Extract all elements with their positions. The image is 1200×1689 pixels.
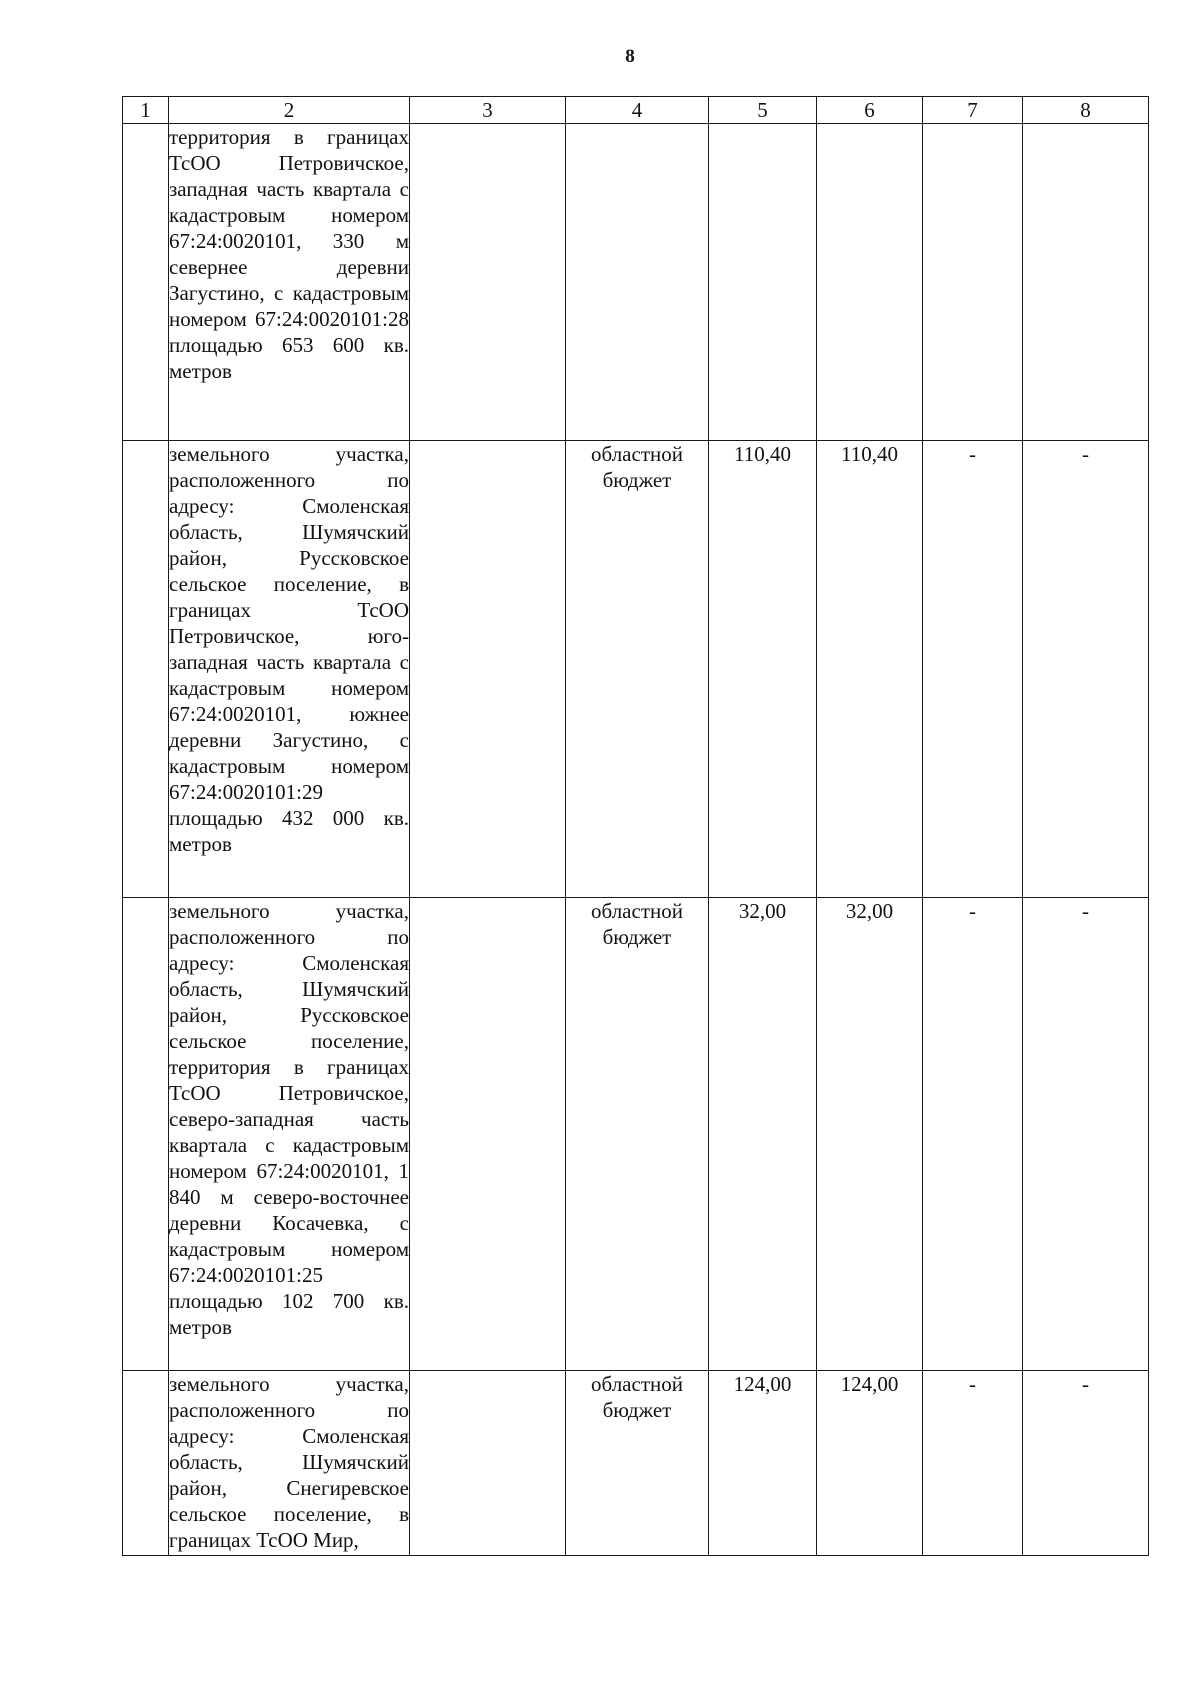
- description-text: земельного участка, расположенного по адресу: Смоленская область, Шумячский район, Снегиревское сельское поселение, в границах ТсОО Мир,: [169, 1372, 409, 1552]
- row-number-cell: [123, 441, 169, 898]
- land-plots-table: [122, 96, 1149, 1556]
- description-cell: [169, 1371, 410, 1556]
- budget-cell: областной бюджет: [566, 898, 709, 1371]
- column-3-cell: [410, 898, 566, 1371]
- amount-cell: 124,00: [817, 1371, 923, 1556]
- description-text: земельного участка, расположенного по адресу: Смоленская область, Шумячский район, Руссковское сельское поселение, территория в границах ТсОО Петровичское, северо-западная часть квартала с кадастровым номером 67:24:0020101, 1 840 м северо-восточнее деревни Косачевка, с кадастровым номером 67:24:0020101:25 площадью 102 700 кв. метров: [169, 899, 409, 1339]
- page-number: 8: [625, 46, 635, 67]
- column-header: 7: [923, 97, 1023, 124]
- amount-cell: -: [923, 1371, 1023, 1556]
- description-cell: [169, 898, 410, 1371]
- column-3-cell: [410, 124, 566, 441]
- budget-cell: [566, 124, 709, 441]
- amount-cell: -: [1023, 1371, 1149, 1556]
- row-number-cell: [123, 1371, 169, 1556]
- amount-cell: 124,00: [709, 1371, 817, 1556]
- column-3-cell: [410, 1371, 566, 1556]
- amount-cell: [709, 124, 817, 441]
- table-header-row: [123, 97, 1149, 124]
- column-header: 2: [169, 97, 410, 124]
- amount-cell: [923, 124, 1023, 441]
- amount-cell: 110,40: [817, 441, 923, 898]
- table-row: [123, 124, 1149, 441]
- description-cell: [169, 124, 410, 441]
- row-number-cell: [123, 124, 169, 441]
- amount-cell: [817, 124, 923, 441]
- table-row: [123, 441, 1149, 898]
- budget-cell: областной бюджет: [566, 1371, 709, 1556]
- description-cell: [169, 441, 410, 898]
- column-header: 1: [123, 97, 169, 124]
- column-3-cell: [410, 441, 566, 898]
- column-header: 5: [709, 97, 817, 124]
- table-row: [123, 1371, 1149, 1556]
- column-header: 4: [566, 97, 709, 124]
- amount-cell: 32,00: [709, 898, 817, 1371]
- amount-cell: [1023, 124, 1149, 441]
- description-text: территория в границах ТсОО Петровичское, западная часть квартала с кадастровым номером 67:24:0020101, 330 м севернее деревни Загустино, с кадастровым номером 67:24:0020101:28 площадью 653 600 кв. метров: [169, 125, 409, 383]
- column-header: 8: [1023, 97, 1149, 124]
- column-header: 3: [410, 97, 566, 124]
- amount-cell: -: [923, 441, 1023, 898]
- budget-cell: областной бюджет: [566, 441, 709, 898]
- amount-cell: 110,40: [709, 441, 817, 898]
- amount-cell: 32,00: [817, 898, 923, 1371]
- description-text: земельного участка, расположенного по адресу: Смоленская область, Шумячский район, Русскoвское сельское поселение, в границах ТсОО Петровичское, юго-западная часть квартала с кадастровым номером 67:24:0020101, южнее деревни Загустино, с кадастровым номером 67:24:0020101:29 площадью 432 000 кв. метров: [169, 442, 409, 856]
- amount-cell: -: [1023, 441, 1149, 898]
- amount-cell: -: [923, 898, 1023, 1371]
- column-header: 6: [817, 97, 923, 124]
- table-row: [123, 898, 1149, 1371]
- amount-cell: -: [1023, 898, 1149, 1371]
- row-number-cell: [123, 898, 169, 1371]
